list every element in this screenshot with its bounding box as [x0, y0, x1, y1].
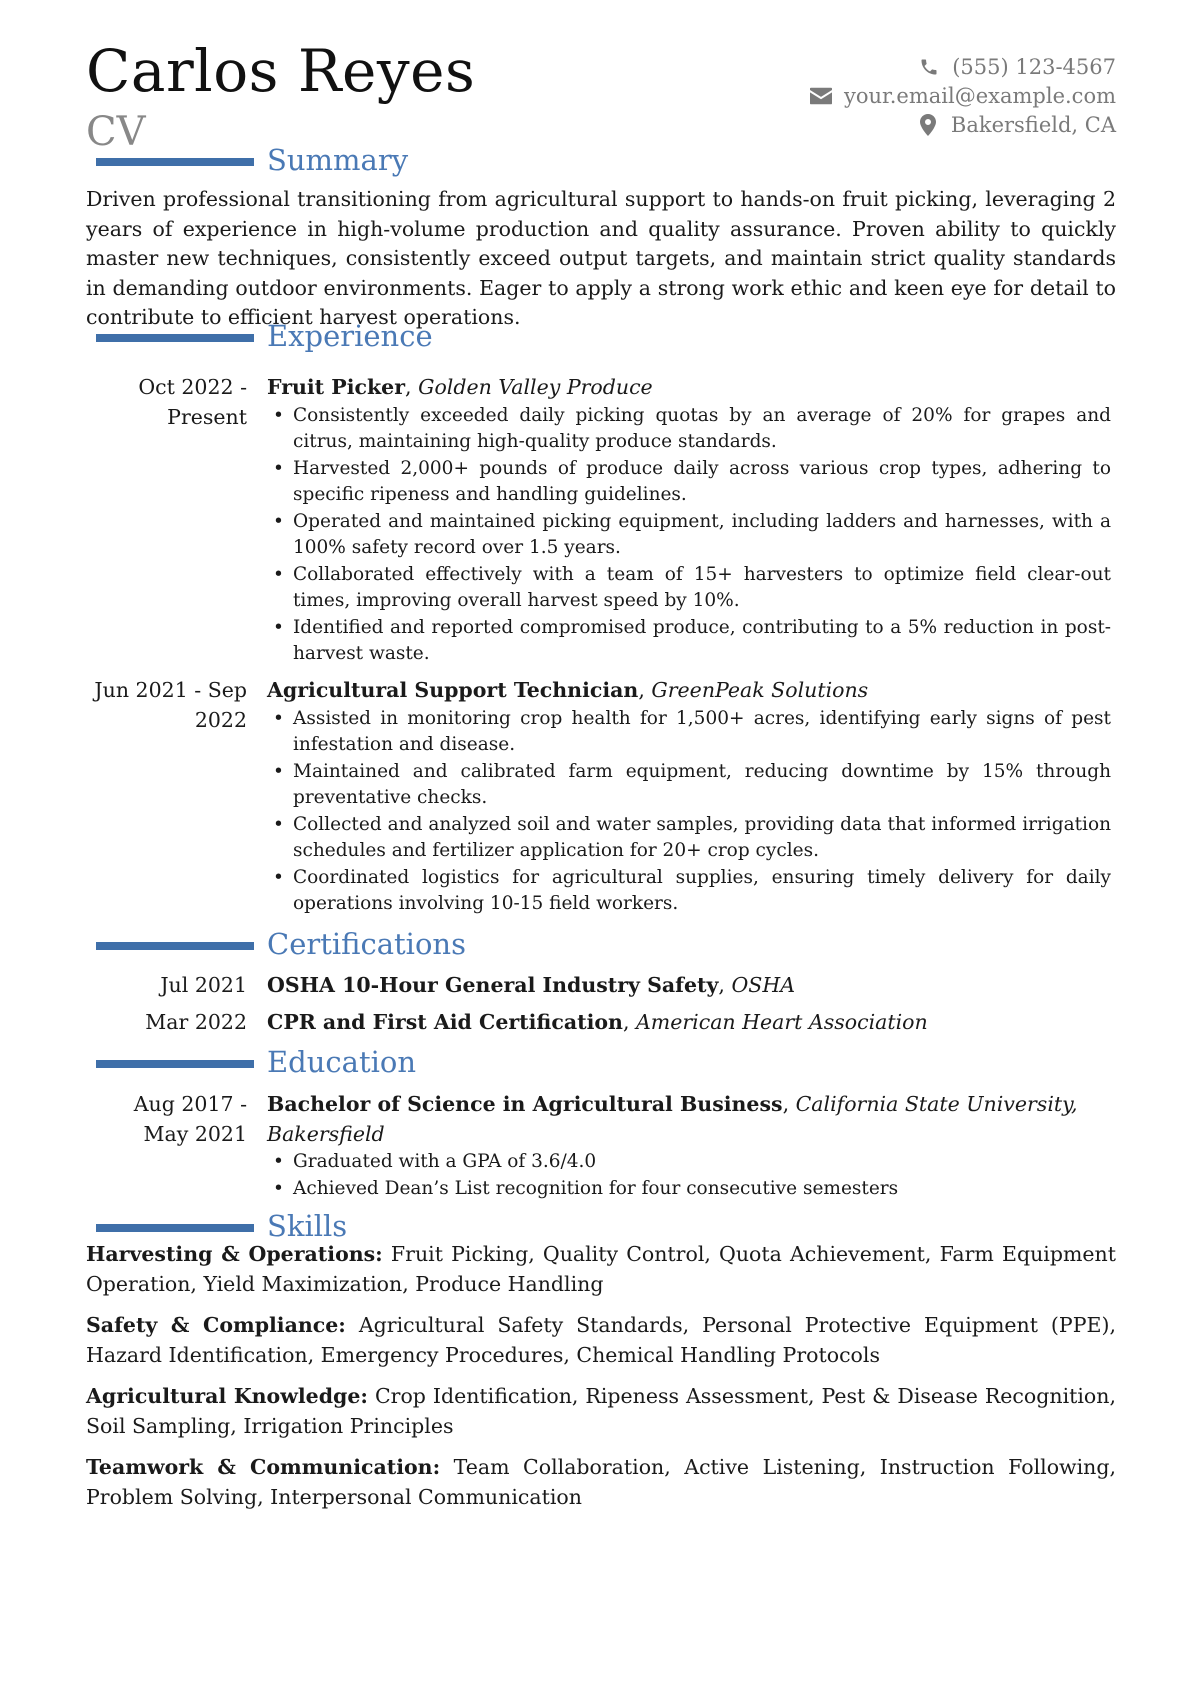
location-text: Bakersfield, CA: [950, 112, 1116, 137]
phone-text: (555) 123-4567: [952, 54, 1116, 79]
certification-name: OSHA 10-Hour General Industry Safety: [267, 973, 719, 997]
skill-group: [86, 1311, 1116, 1370]
certification-issuer: American Heart Association: [635, 1010, 928, 1034]
school: California State University, Bakersfield: [267, 1092, 1078, 1146]
skill-group-label: Safety & Compliance:: [86, 1313, 346, 1337]
document-subtitle: CV: [86, 109, 146, 155]
entry-date: Jun 2021 - Sep 2022: [94, 678, 247, 732]
certifications-section-header: [86, 924, 1116, 964]
certification-issuer: OSHA: [731, 973, 796, 997]
entry-heading: Bachelor of Science in Agricultural Business, California State University, Bakersfield: [267, 1092, 1078, 1146]
skill-group: [86, 1382, 1116, 1441]
section-accent-bar: [96, 942, 254, 950]
entry-heading: CPR and First Aid Certification, American Heart Association: [267, 1010, 928, 1034]
skills-title: Skills: [267, 1209, 348, 1243]
skill-group-text: Fruit Picking, Quality Control, Quota Achievement, Farm Equipment Operation, Yield Maximization, Produce Handling: [86, 1242, 1116, 1296]
map-pin-icon: [917, 114, 939, 136]
skill-group-label: Harvesting & Operations:: [86, 1242, 383, 1266]
section-accent-bar: [96, 334, 254, 342]
certifications-title: Certifications: [267, 927, 466, 961]
skill-group: [86, 1240, 1116, 1299]
summary-text: Driven professional transitioning from agricultural support to hands-on fruit picking, leveraging 2 years of experience in high-volume production and quality assurance. Proven ability to quickly master new techniques, consistently exceed output targets, and maintain strict quality standards in demanding outdoor environments. Eager to apply a strong work ethic and keen eye for detail to contribute to efficient harvest operations.: [86, 187, 1116, 329]
list-item: • Maintained and calibrated farm equipment, reducing downtime by 15% through preventative checks.: [267, 759, 1111, 812]
skill-group-label: Teamwork & Communication:: [86, 1455, 441, 1479]
entry-bullets: [267, 403, 1111, 668]
summary-title: Summary: [267, 143, 409, 177]
job-title: Fruit Picker: [267, 375, 406, 399]
skill-group-text: Crop Identification, Ripeness Assessment, Pest & Disease Recognition, Soil Sampling, Irrigation Principles: [86, 1384, 1116, 1438]
candidate-name: Carlos Reyes: [86, 37, 476, 105]
list-item: • Achieved Dean’s List recognition for four consecutive semesters: [267, 1176, 1111, 1203]
contact-block: [810, 52, 1116, 139]
entry-date: Oct 2022 - Present: [138, 375, 247, 429]
education-section-header: [86, 1042, 1116, 1082]
contact-phone[interactable]: [810, 52, 1116, 81]
entry-bullets: [267, 1149, 1111, 1202]
list-item: • Coordinated logistics for agricultural supplies, ensuring timely delivery for daily operations involving 10-15 field workers.: [267, 865, 1111, 918]
list-item: • Identified and reported compromised produce, contributing to a 5% reduction in post-harvest waste.: [267, 615, 1111, 668]
phone-icon: [918, 56, 940, 78]
employer: Golden Valley Produce: [418, 375, 653, 399]
skill-group: [86, 1453, 1116, 1512]
section-accent-bar: [96, 1224, 254, 1232]
entry-heading: OSHA 10-Hour General Industry Safety, OSHA: [267, 973, 796, 997]
entry-date: Jul 2021: [160, 973, 247, 997]
list-item: • Assisted in monitoring crop health for 1,500+ acres, identifying early signs of pest infestation and disease.: [267, 706, 1111, 759]
contact-email[interactable]: [810, 81, 1116, 110]
skill-group-text: Team Collaboration, Active Listening, Instruction Following, Problem Solving, Interpersonal Communication: [86, 1455, 1116, 1509]
contact-location: [810, 110, 1116, 139]
entry-date: Aug 2017 - May 2021: [133, 1092, 247, 1146]
section-accent-bar: [96, 158, 254, 166]
education-title: Education: [267, 1045, 417, 1079]
list-item: • Consistently exceeded daily picking quotas by an average of 20% for grapes and citrus, maintaining high-quality produce standards.: [267, 403, 1111, 456]
envelope-icon: [810, 85, 832, 107]
entry-date: Mar 2022: [145, 1010, 247, 1034]
experience-title: Experience: [267, 319, 433, 353]
skill-group-label: Agricultural Knowledge:: [86, 1384, 368, 1408]
entry-heading: Agricultural Support Technician, GreenPeak Solutions: [267, 678, 869, 702]
list-item: • Collected and analyzed soil and water samples, providing data that informed irrigation schedules and fertilizer application for 20+ crop cycles.: [267, 812, 1111, 865]
degree: Bachelor of Science in Agricultural Business: [267, 1092, 783, 1116]
list-item: • Graduated with a GPA of 3.6/4.0: [267, 1149, 1111, 1176]
email-text: your.email@example.com: [843, 83, 1116, 108]
job-title: Agricultural Support Technician: [267, 678, 639, 702]
certification-name: CPR and First Aid Certification: [267, 1010, 623, 1034]
employer: GreenPeak Solutions: [651, 678, 869, 702]
summary-section-header: [86, 140, 1116, 180]
experience-section-header: [86, 316, 1116, 356]
list-item: • Operated and maintained picking equipment, including ladders and harnesses, with a 100% safety record over 1.5 years.: [267, 509, 1111, 562]
skill-group-text: Agricultural Safety Standards, Personal Protective Equipment (PPE), Hazard Identification, Emergency Procedures, Chemical Handling Protocols: [86, 1313, 1116, 1367]
list-item: • Collaborated effectively with a team of 15+ harvesters to optimize field clear-out times, improving overall harvest speed by 10%.: [267, 562, 1111, 615]
entry-heading: Fruit Picker, Golden Valley Produce: [267, 375, 653, 399]
entry-bullets: [267, 706, 1111, 918]
section-accent-bar: [96, 1060, 254, 1068]
list-item: • Harvested 2,000+ pounds of produce daily across various crop types, adhering to specific ripeness and handling guidelines.: [267, 456, 1111, 509]
